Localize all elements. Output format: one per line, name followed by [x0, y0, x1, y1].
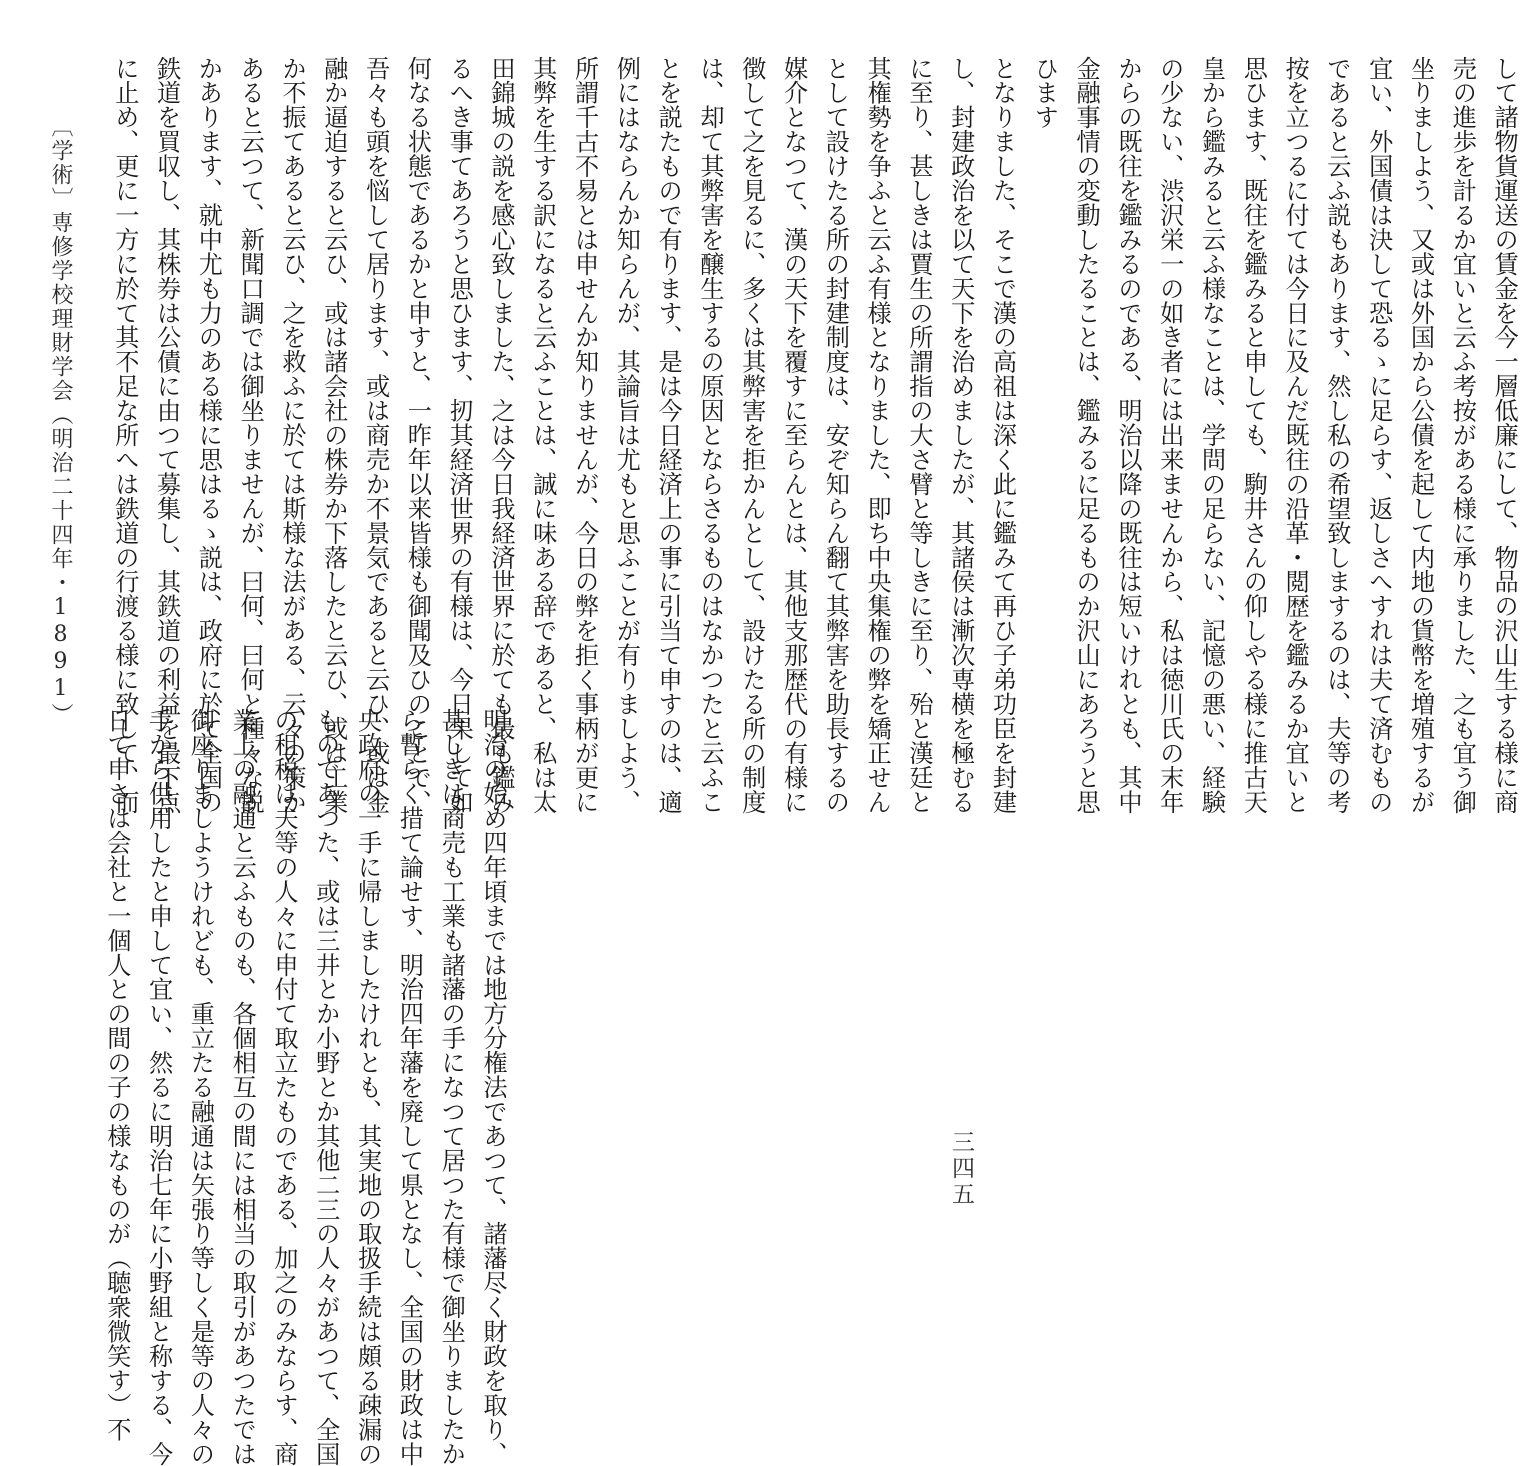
text-line: 媒介となつて、漢の天下を覆すに至らんとは、其他支那歴代の有様に — [779, 56, 808, 814]
running-head-date: （明治二十四年・1891） — [48, 403, 73, 727]
page-number: 三四五 — [948, 1130, 974, 1208]
text-line: の租税は夫等の人々に申付て取立たものである、加之のみならす、商 — [269, 708, 298, 1466]
text-line: 御座りましようけれども、重立たる融通は矢張り等しく是等の人々の — [186, 708, 215, 1466]
text-line: 吾々も頭を悩して居ります、或は商売か不景気であると云ひ、或は金 — [361, 56, 390, 814]
text-line: として設けたる所の封建制度は、安ぞ知らん翻て其弊害を助長するの — [821, 56, 850, 814]
text-line: かあります、就中尤も力のある様に思はるゝ説は、政府に於て全国の — [194, 56, 223, 814]
lower-text-block — [95, 708, 513, 1466]
text-line: 手から供用したと申して宜い、然るに明治七年に小野組と称する、今 — [144, 708, 173, 1466]
upper-text-block — [103, 56, 1524, 814]
text-line: 央政府の一手に帰しましたけれとも、其実地の取扱手続は頗る疎漏の — [353, 708, 382, 1466]
text-line: 徴して之を見るに、多くは其弊害を拒かんとして、設けたる所の制度 — [737, 56, 766, 814]
text-line: 思ひます、既往を鑑みると申しても、駒井さんの仰しやる様に推古天 — [1239, 56, 1268, 814]
text-line: からの既往を鑑みるのである、明治以降の既往は短いけれとも、其中 — [1113, 56, 1142, 814]
text-line: か不振てあると云ひ、之を救ふに於ては斯様な法がある、云々の策か — [277, 56, 306, 814]
text-line: 按を立つるに付ては今日に及んだ既往の沿革・閲歴を鑑みるか宜いと — [1281, 56, 1310, 814]
text-line: 売の進歩を計るか宜いと云ふ考按がある様に承りました、之も宜う御 — [1448, 56, 1477, 814]
text-line: 例にはならんか知らんが、其論旨は尤もと思ふことが有りましよう、 — [612, 56, 641, 814]
text-line: に至り、甚しきは賈生の所謂指の大さ臂と等しきに至り、殆と漢廷と — [904, 56, 933, 814]
text-line: ひます — [1030, 56, 1059, 130]
text-line: 宜い、外国債は決して恐るゝに足らす、返しさへすれは夫て済むもの — [1364, 56, 1393, 814]
text-line: あると云つて、新聞口調では御坐りませんが、曰何、曰何と種々な説 — [236, 56, 265, 814]
text-line: となりました、そこで漢の高祖は深く此に鑑みて再ひ子弟功臣を封建 — [988, 56, 1017, 814]
running-head-journal: 専修学校理財学会 — [48, 211, 73, 403]
text-line: して諸物貨運送の賃金を今一層低廉にして、物品の沢山生する様に商 — [1490, 56, 1519, 814]
text-line: 坐りましよう、又或は外国から公債を起して内地の貨幣を増殖するが — [1406, 56, 1435, 814]
text-line: 何なる状態であるかと申すと、一昨年以来皆様も御聞及ひのことで、 — [403, 56, 432, 814]
text-line: 融か逼迫すると云ひ、或は諸会社の株券か下落したと云ひ、或は工業 — [319, 56, 348, 814]
text-line: ら暫らく措て論せす、明治四年藩を廃して県となし、全国の財政は中 — [395, 708, 424, 1466]
text-line: 其権勢を争ふと云ふ有様となりました、即ち中央集権の弊を矯正せん — [863, 56, 892, 814]
text-line: に止め、更に一方に於て其不足な所へは鉄道の行渡る様に致して、而 — [110, 56, 139, 814]
text-line: の少ない、渋沢栄一の如き者には出来ませんから、私は徳川氏の末年 — [1155, 56, 1184, 814]
text-line: 田錦城の説を感心致しました、之は今日我経済世界に於ても最も鑑み — [486, 56, 515, 814]
text-line: は、却て其弊害を醸生するの原因とならさるものはなかつたと云ふこ — [695, 56, 724, 814]
text-line: 皇から鑑みると云ふ様なことは、学問の足らない、記憶の悪い、経験 — [1197, 56, 1226, 814]
text-line: るへき事てあろうと思ひます、扨其経済世界の有様は、今日果して如 — [445, 56, 474, 814]
running-head-section: 〔学術〕 — [48, 115, 73, 211]
text-line: 業上の融通と云ふものも、各個相互の間には相当の取引があつたでは — [228, 708, 257, 1466]
text-line: し、封建政治を以て天下を治めましたが、其諸侯は漸次専横を極むる — [946, 56, 975, 814]
text-line: 鉄道を買収し、其株券は公債に由つて募集し、其鉄道の利益を最下点 — [152, 56, 181, 814]
text-line: 明治の始め四年頃までは地方分権法であつて、諸藩尽く財政を取り、 — [478, 708, 507, 1466]
text-line: 甚しきは商売も工業も諸藩の手になつて居つた有様で御坐りましたか — [437, 708, 466, 1466]
text-line: 所謂千古不易とは申せんか知りませんが、今日の弊を拒く事柄が更に — [570, 56, 599, 814]
text-line: 日て申さは会社と一個人との間の子の様なものが（聴衆微笑す）不 — [102, 708, 131, 1442]
text-line: 其弊を生する訳になると云ふことは、誠に味ある辞であると、私は太 — [528, 56, 557, 814]
running-head — [45, 115, 76, 727]
text-line: とを説たもので有ります、是は今日経済上の事に引当て申すのは、適 — [654, 56, 683, 814]
text-line: 金融事情の変動したることは、鑑みるに足るものか沢山にあろうと思 — [1072, 56, 1101, 814]
text-line: ものであつた、或は三井とか小野とか其他二三の人々があつて、全国 — [311, 708, 340, 1466]
text-line: であると云ふ説もあります、然し私の希望致しまするのは、夫等の考 — [1322, 56, 1351, 814]
